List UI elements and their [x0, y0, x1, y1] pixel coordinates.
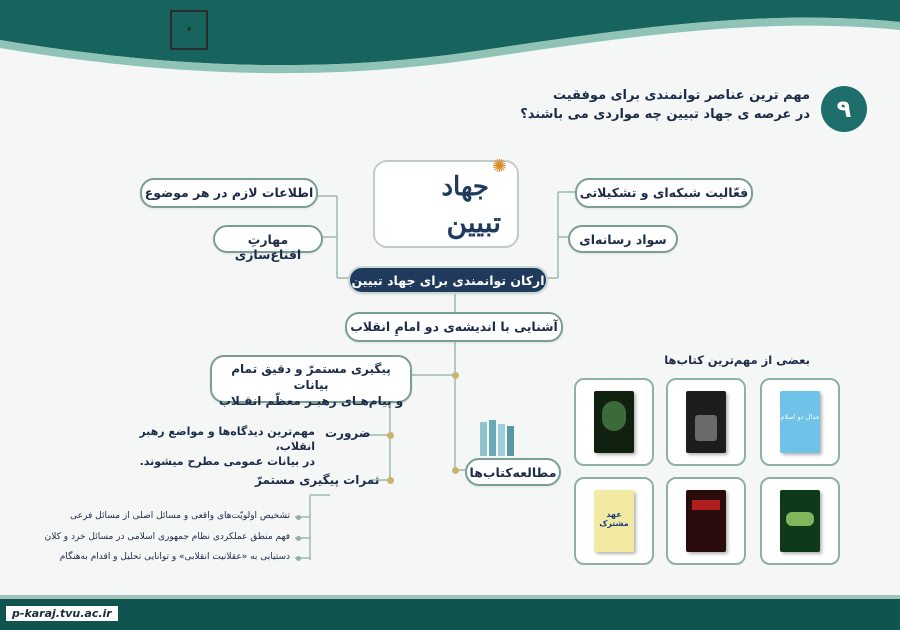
- book-cover: [594, 490, 634, 552]
- fruits-label: ثمرات پیگیری مستمرّ: [255, 473, 380, 487]
- fruit-bullet: [296, 536, 301, 541]
- book-title: جدال دو اسلام: [780, 413, 820, 421]
- logo-emblem: ✦: [170, 10, 208, 50]
- book-card: [574, 477, 654, 565]
- connector-dot: [387, 477, 394, 484]
- question-line-1: مهم ترین عناصر توانمندی برای موفقیت: [552, 88, 810, 103]
- fruit-bullet: [296, 556, 301, 561]
- fruit-item-2: فهم منطق عملکردی نظام جمهوری اسلامی در مسائل خرد و کلان: [44, 532, 290, 542]
- header-wave: [0, 0, 900, 90]
- books-caption: بعضی از مهم‌ترین کتاب‌ها: [664, 353, 810, 367]
- node-required-info: اطلاعات لازم در هر موضوع: [140, 178, 318, 208]
- question-line-2: در عرصه ی جهاد تبیین چه مواردی می باشند؟: [520, 107, 810, 122]
- book-card: [574, 378, 654, 466]
- node-network-activity: فعّالیت شبکه‌ای و تشکیلاتی: [575, 178, 753, 208]
- jihad-tabyin-title-card: [373, 156, 519, 248]
- book-card: [666, 477, 746, 565]
- books-stack-icon: [478, 418, 520, 458]
- follow-line-1: پیگیری مستمرّ و دقیق تمام بیانات: [231, 362, 391, 392]
- book-cover: [780, 490, 820, 552]
- fruit-item-1: تشخیص اولویّت‌های واقعی و مسائل اصلی از مسائل فرعی: [70, 511, 290, 521]
- question-number-badge: ۹: [821, 86, 867, 132]
- footer-bar: [0, 599, 900, 630]
- institute-logo: [160, 10, 218, 70]
- book-cover: [780, 391, 820, 453]
- title-line-2: تبیین: [446, 206, 501, 239]
- connector-dot: [387, 432, 394, 439]
- necessity-description: [120, 424, 315, 469]
- book-card: [760, 477, 840, 565]
- book-cover: [686, 391, 726, 453]
- node-follow-statements: [210, 355, 412, 408]
- necessity-desc-line-2: در بیانات عمومی مطرح میشوند.: [139, 455, 315, 468]
- book-card: [666, 378, 746, 466]
- node-media-literacy: سواد رسانه‌ای: [568, 225, 678, 253]
- question-text: [450, 86, 810, 124]
- node-pillars-center: ارکان توانمندی برای جهاد تبیین: [348, 266, 548, 294]
- book-card: [760, 378, 840, 466]
- fruit-item-3: دستیابی به «عقلانیت انقلابی» و توانایی تحلیل و اقدام به‌هنگام: [59, 552, 290, 562]
- book-cover: [594, 391, 634, 453]
- necessity-desc-line-1: مهم‌ترین دیدگاه‌ها و مواضع رهبر انقلاب،: [139, 425, 315, 453]
- book-title: عهد مشترک: [599, 510, 629, 528]
- node-persuasion-skill: مهارتِ اقناع‌سازی: [213, 225, 323, 253]
- fruit-bullet: [296, 515, 301, 520]
- node-two-imams: آشنایی با اندیشه‌ی دو امامِ انقلاب: [345, 312, 563, 342]
- book-cover: [686, 490, 726, 552]
- node-book-study: مطالعه‌کتاب‌ها: [465, 458, 561, 486]
- connector-dot: [452, 467, 459, 474]
- necessity-label: ضرورت: [325, 426, 371, 440]
- footer-url[interactable]: p-karaj.tvu.ac.ir: [6, 606, 118, 621]
- connector-dot: [452, 372, 459, 379]
- sun-emblem-icon: ✺: [491, 156, 507, 177]
- title-line-1: جهاد: [441, 172, 489, 202]
- follow-line-2: و پیام‌هـای رهبـر معظّم انقـلاب: [218, 394, 404, 408]
